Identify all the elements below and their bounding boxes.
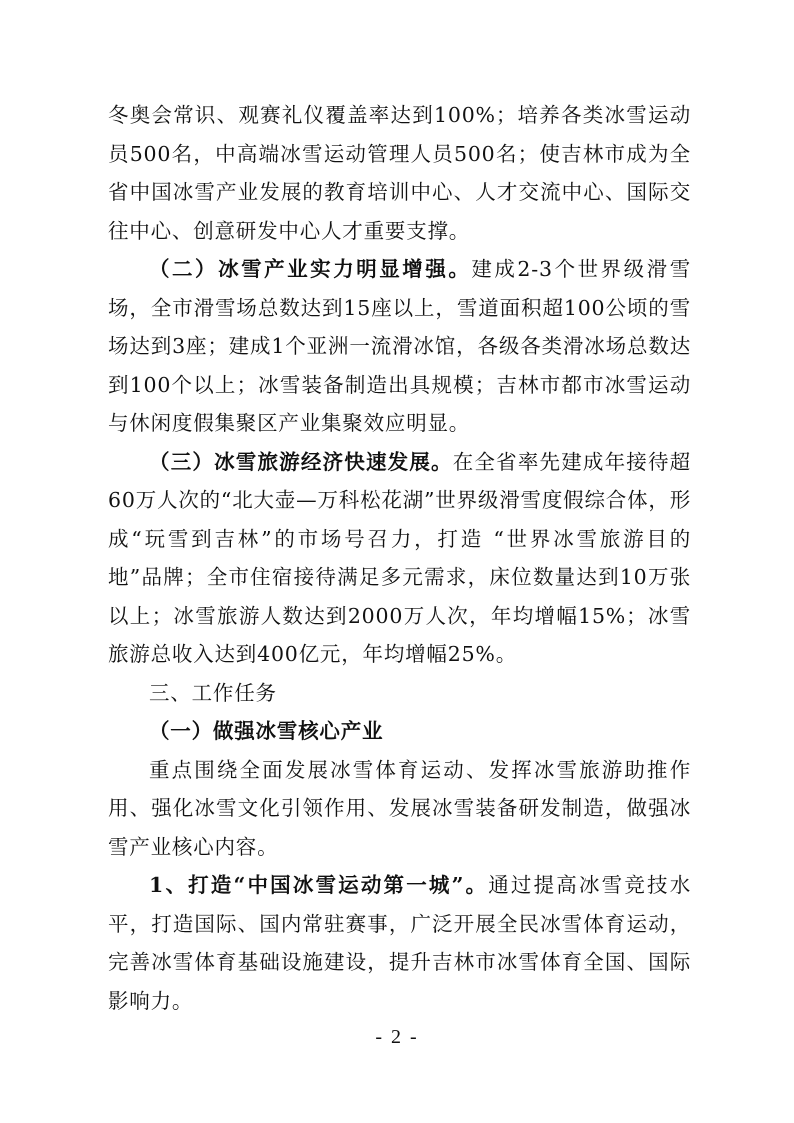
page-number: - 2 -	[375, 1026, 419, 1048]
paragraph-text: 在全省率先建成年接待超60万人次的“北大壶—万科松花湖”世界级滑雪度假综合体，形成“玩雪到吉林”的市场号召力，打造 “世界冰雪旅游目的地”品牌；全市住宿接待满足多元需求，床位数量达到10万张以上；冰雪旅游人数达到2000万人次，年均增幅15%；冰雪旅游总收入达到400亿元，年均增幅25%。	[108, 449, 691, 666]
paragraph-lead: （二）冰雪产业实力明显增强。	[149, 257, 472, 281]
paragraph-lead: （三）冰雪旅游经济快速发展。	[149, 449, 453, 474]
section-heading: 三、工作任务	[149, 680, 277, 705]
paragraph-text: 建成2-3个世界级滑雪场，全市滑雪场总数达到15座以上，雪道面积超100公顷的雪场达到3座；建成1个亚洲一流滑冰馆，各级各类滑冰场总数达到100个以上；冰雪装备制造出具规模；吉林市都市冰雪运动与休闲度假集聚区产业集聚效应明显。	[108, 257, 691, 435]
paragraph-text: 通过提高冰雪竞技水平，打造国际、国内常驻赛事，广泛开展全民冰雪体育运动，完善冰雪体育基础设施建设，提升吉林市冰雪体育全国、国际影响力。	[108, 873, 691, 1013]
sub-heading: （一）做强冰雪核心产业	[149, 719, 384, 743]
paragraph-industry-strength	[108, 250, 691, 443]
document-body	[108, 96, 691, 1020]
paragraph-text: 冬奥会常识、观赛礼仪覆盖率达到100%；培养各类冰雪运动员500名，中高端冰雪运动管理人员500名；使吉林市成为全省中国冰雪产业发展的教育培训中心、人才交流中心、国际交往中心、创意研发中心人才重要支撑。	[108, 103, 691, 243]
paragraph-talent-goals	[108, 96, 691, 250]
paragraph-tourism-growth	[108, 443, 691, 674]
paragraph-first-city	[108, 866, 691, 1020]
paragraph-text: 重点围绕全面发展冰雪体育运动、发挥冰雪旅游助推作用、强化冰雪文化引领作用、发展冰雪装备研发制造，做强冰雪产业核心内容。	[108, 757, 691, 859]
paragraph-core-industry	[108, 751, 691, 867]
paragraph-lead: 1、打造“中国冰雪运动第一城”。	[149, 873, 489, 897]
